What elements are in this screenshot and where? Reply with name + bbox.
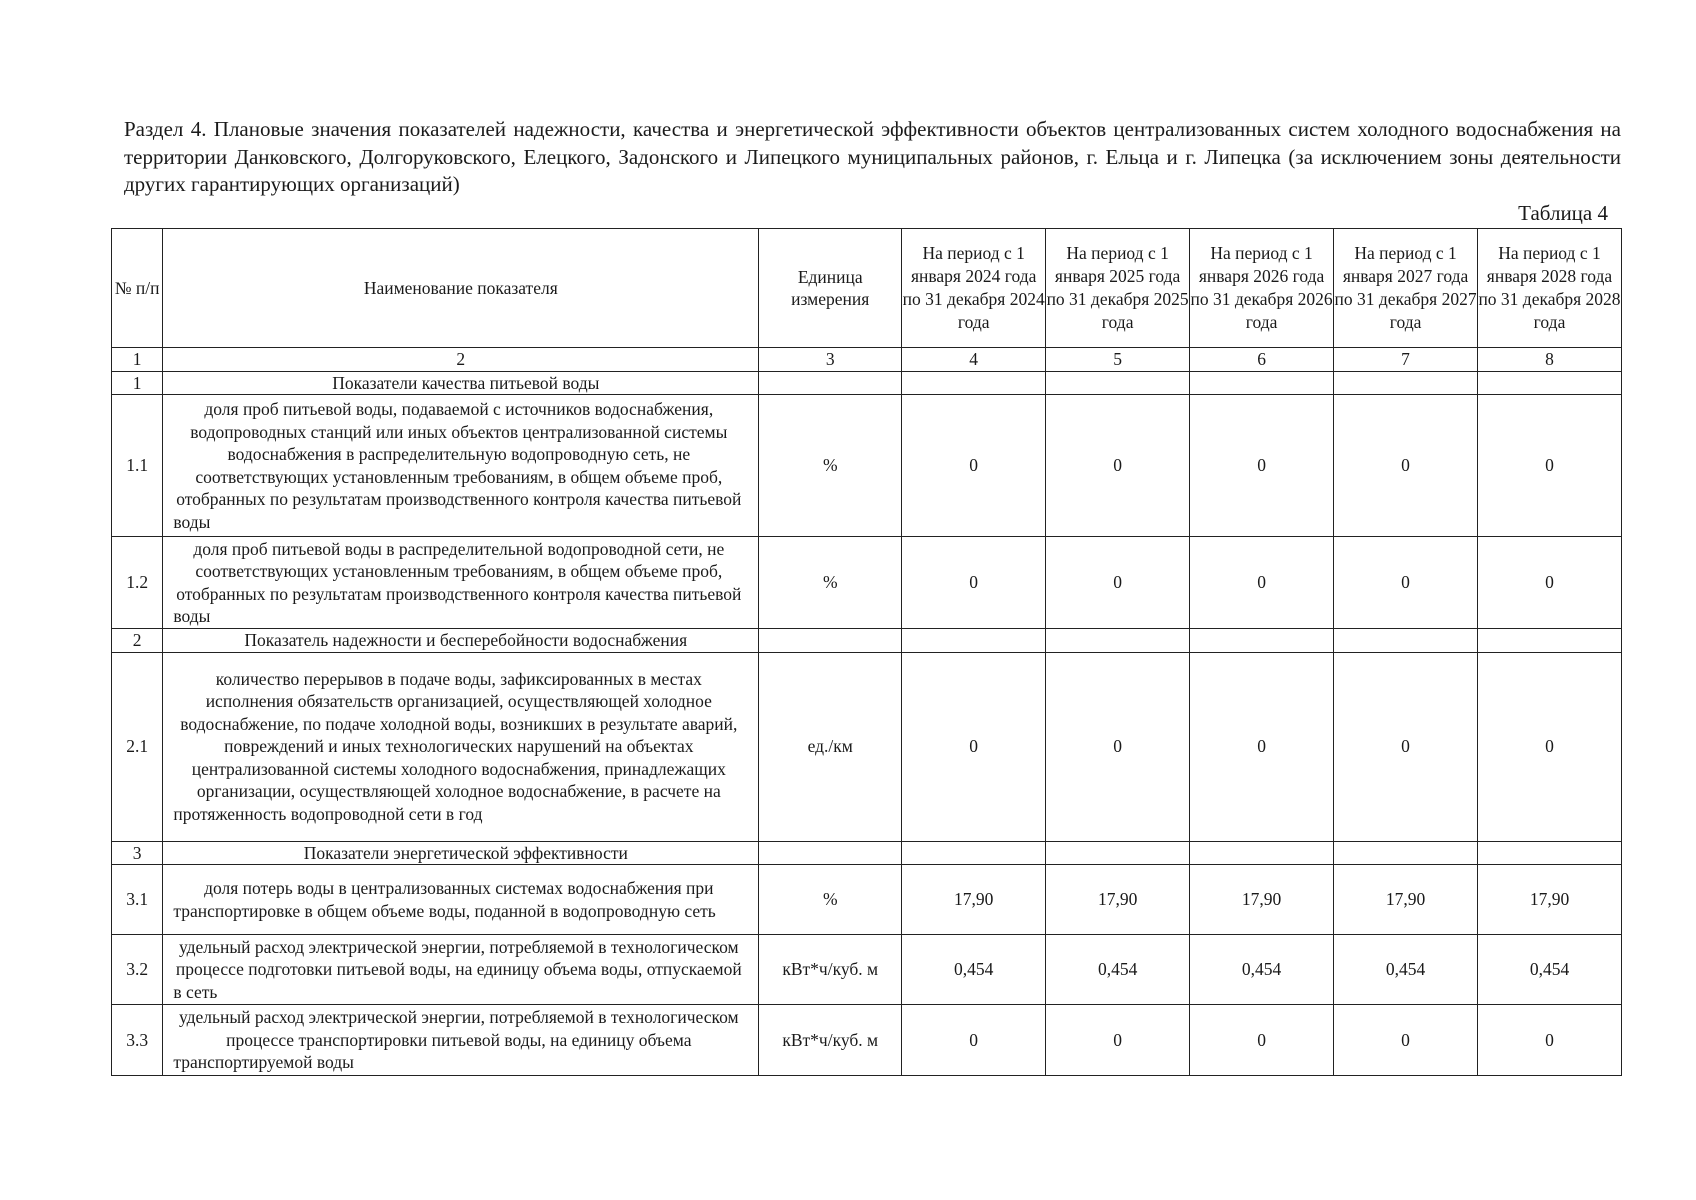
row-value: 0 xyxy=(902,537,1046,629)
row-value: 0 xyxy=(1190,652,1334,841)
row-unit xyxy=(759,841,902,865)
header-no: № п/п xyxy=(112,229,163,348)
row-value: 0 xyxy=(1334,537,1478,629)
row-value xyxy=(1478,629,1622,653)
row-unit: % xyxy=(759,395,902,537)
section-title: Показатель надежности и бесперебойности водоснабжения xyxy=(163,629,759,653)
row-value: 0 xyxy=(902,395,1046,537)
row-unit: % xyxy=(759,865,902,935)
row-number: 3.2 xyxy=(112,935,163,1005)
row-value xyxy=(1046,371,1190,395)
table-header-row xyxy=(112,229,1622,348)
row-value: 0 xyxy=(1478,1005,1622,1076)
row-value xyxy=(1046,629,1190,653)
indicator-name: количество перерывов в подаче воды, зафиксированных в местах исполнения обязательств организацией, осуществляющей холодное водоснабжение, по подаче холодной воды, возникших в результате аварий, повреждений и иных технологических нарушений на объектах централизованной системы холодного водоснабжения, принадлежащих организации, осуществляющей холодное водоснабжение, в расчете на протяженность водопроводной сети в год xyxy=(163,652,759,841)
row-number: 1 xyxy=(112,371,163,395)
header-period-2024: На период с 1 января 2024 года по 31 декабря 2024 года xyxy=(902,229,1046,348)
indicator-name: доля потерь воды в централизованных системах водоснабжения при транспортировке в общем объеме воды, поданной в водопроводную сеть xyxy=(163,865,759,935)
header-period-2026: На период с 1 января 2026 года по 31 декабря 2026 года xyxy=(1190,229,1334,348)
row-value xyxy=(1190,371,1334,395)
table-caption: Таблица 4 xyxy=(1518,201,1608,225)
header-period-2025: На период с 1 января 2025 года по 31 декабря 2025 года xyxy=(1046,229,1190,348)
row-value: 0,454 xyxy=(1046,935,1190,1005)
table-row-1-2 xyxy=(112,537,1622,629)
row-value: 0,454 xyxy=(902,935,1046,1005)
indicator-name: доля проб питьевой воды в распределительной водопроводной сети, не соответствующих установленным требованиям, в общем объеме проб, отобранных по результатам производственного контроля качества питьевой воды xyxy=(163,537,759,629)
table-row-3-3 xyxy=(112,1005,1622,1076)
row-value: 0 xyxy=(1478,395,1622,537)
table-row-section-2 xyxy=(112,629,1622,653)
row-value: 0,454 xyxy=(1190,935,1334,1005)
row-value: 0 xyxy=(1334,1005,1478,1076)
column-number: 3 xyxy=(759,348,902,372)
row-unit: ед./км xyxy=(759,652,902,841)
row-value: 0 xyxy=(1478,537,1622,629)
table-row-2-1 xyxy=(112,652,1622,841)
section-title: Показатели качества питьевой воды xyxy=(163,371,759,395)
indicator-name: удельный расход электрической энергии, потребляемой в технологическом процессе подготовки питьевой воды, на единицу объема воды, отпускаемой в сеть xyxy=(163,935,759,1005)
row-value: 0 xyxy=(1478,652,1622,841)
header-unit: Единица измерения xyxy=(759,229,902,348)
row-value xyxy=(1334,841,1478,865)
column-number: 8 xyxy=(1478,348,1622,372)
row-value: 17,90 xyxy=(1334,865,1478,935)
row-value: 17,90 xyxy=(1046,865,1190,935)
row-value: 0 xyxy=(1190,395,1334,537)
row-value xyxy=(1478,841,1622,865)
column-number: 4 xyxy=(902,348,1046,372)
row-value xyxy=(1334,629,1478,653)
row-value xyxy=(902,629,1046,653)
row-value xyxy=(1478,371,1622,395)
table-row-section-3 xyxy=(112,841,1622,865)
row-value xyxy=(1190,841,1334,865)
row-value xyxy=(902,371,1046,395)
header-name: Наименование показателя xyxy=(163,229,759,348)
row-value: 0 xyxy=(902,652,1046,841)
row-value: 0 xyxy=(1046,1005,1190,1076)
indicator-name: удельный расход электрической энергии, потребляемой в технологическом процессе транспортировки питьевой воды, на единицу объема транспортируемой воды xyxy=(163,1005,759,1076)
table-row-3-1 xyxy=(112,865,1622,935)
row-value: 17,90 xyxy=(1190,865,1334,935)
section-title: Показатели энергетической эффективности xyxy=(163,841,759,865)
column-numbers-row xyxy=(112,348,1622,372)
column-number: 6 xyxy=(1190,348,1334,372)
row-value: 17,90 xyxy=(902,865,1046,935)
row-number: 3.1 xyxy=(112,865,163,935)
row-number: 3 xyxy=(112,841,163,865)
row-number: 3.3 xyxy=(112,1005,163,1076)
row-value: 0 xyxy=(1046,537,1190,629)
row-value: 0 xyxy=(1046,395,1190,537)
table-row-3-2 xyxy=(112,935,1622,1005)
row-value: 0 xyxy=(1190,1005,1334,1076)
row-value: 0 xyxy=(1334,395,1478,537)
row-number: 1.2 xyxy=(112,537,163,629)
row-unit: кВт*ч/куб. м xyxy=(759,1005,902,1076)
header-period-2028: На период с 1 января 2028 года по 31 декабря 2028 года xyxy=(1478,229,1622,348)
row-value: 0 xyxy=(1046,652,1190,841)
row-value xyxy=(1190,629,1334,653)
row-value: 0,454 xyxy=(1478,935,1622,1005)
row-value xyxy=(1334,371,1478,395)
indicators-table xyxy=(111,228,1622,1076)
row-unit xyxy=(759,371,902,395)
column-number: 7 xyxy=(1334,348,1478,372)
table-row-1-1 xyxy=(112,395,1622,537)
row-value: 17,90 xyxy=(1478,865,1622,935)
column-number: 1 xyxy=(112,348,163,372)
row-number: 2 xyxy=(112,629,163,653)
row-value xyxy=(1046,841,1190,865)
row-value: 0 xyxy=(1190,537,1334,629)
row-value: 0 xyxy=(902,1005,1046,1076)
indicator-name: доля проб питьевой воды, подаваемой с источников водоснабжения, водопроводных станций или иных объектов централизованной системы водоснабжения в распределительную водопроводную сеть, не соответствующих установленным требованиям, в общем объеме проб, отобранных по результатам производственного контроля качества питьевой воды xyxy=(163,395,759,537)
column-number: 5 xyxy=(1046,348,1190,372)
row-unit: кВт*ч/куб. м xyxy=(759,935,902,1005)
table-row-section-1 xyxy=(112,371,1622,395)
row-value xyxy=(902,841,1046,865)
section-heading: Раздел 4. Плановые значения показателей надежности, качества и энергетической эффективности объектов централизованных систем холодного водоснабжения на территории Данковского, Долгоруковского, Елецкого, Задонского и Липецкого муниципальных районов, г. Ельца и г. Липецка (за исключением зоны деятельности других гарантирующих организаций) xyxy=(124,117,1621,196)
row-number: 2.1 xyxy=(112,652,163,841)
row-number: 1.1 xyxy=(112,395,163,537)
row-value: 0,454 xyxy=(1334,935,1478,1005)
row-unit xyxy=(759,629,902,653)
row-unit: % xyxy=(759,537,902,629)
header-period-2027: На период с 1 января 2027 года по 31 декабря 2027 года xyxy=(1334,229,1478,348)
column-number: 2 xyxy=(163,348,759,372)
row-value: 0 xyxy=(1334,652,1478,841)
